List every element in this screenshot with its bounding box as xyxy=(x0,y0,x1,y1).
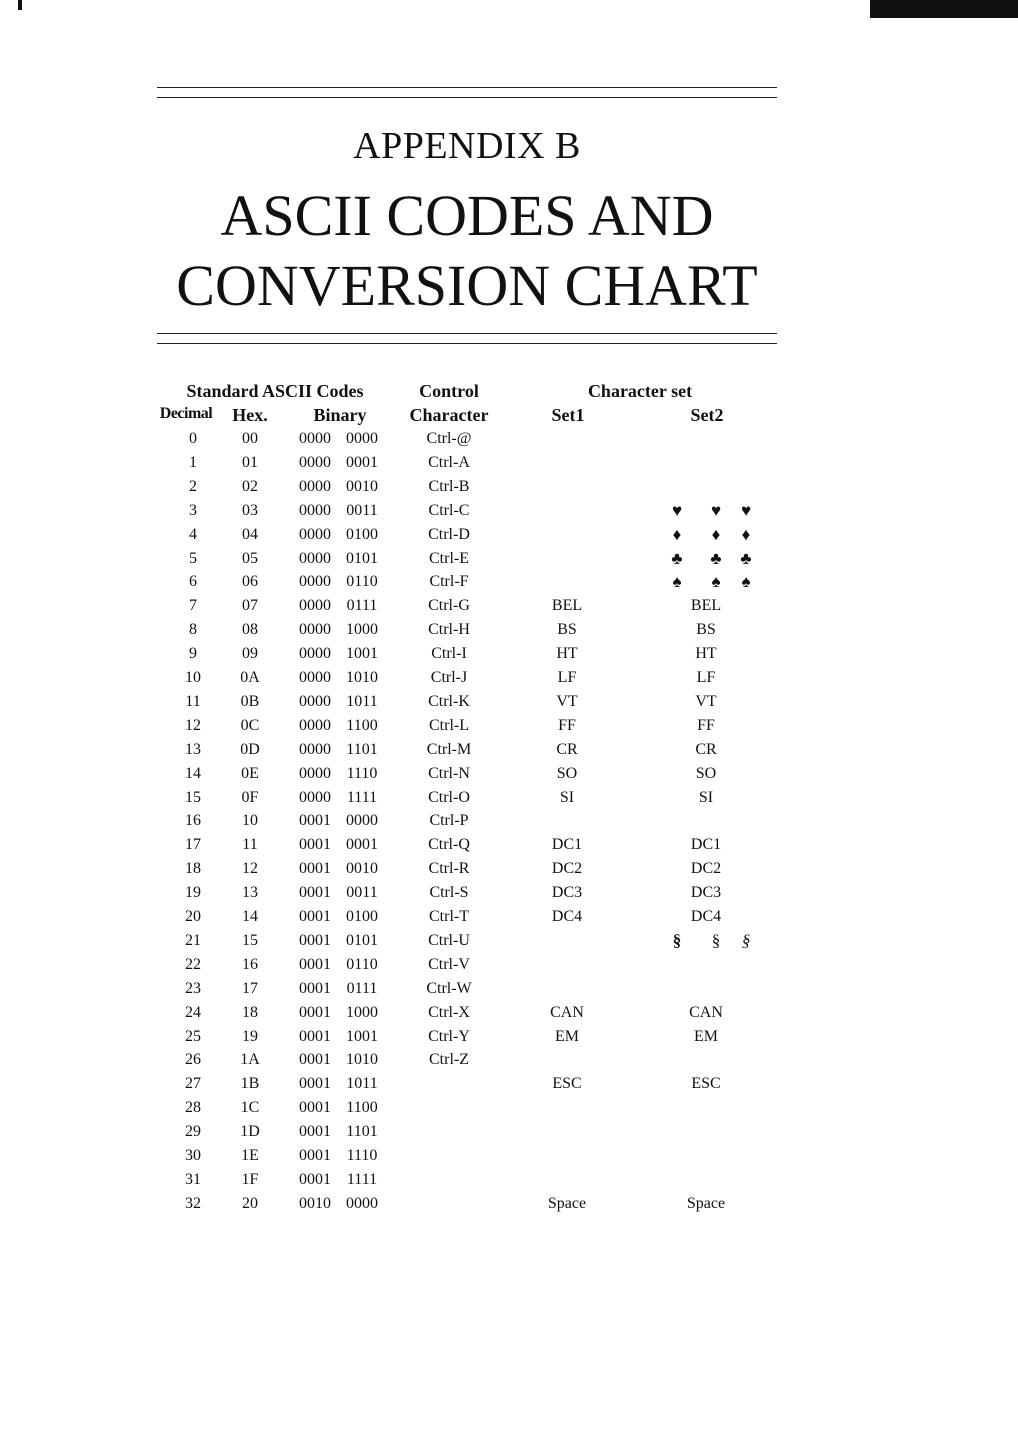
binary-high-cell: 0001 xyxy=(299,812,331,830)
binary-low-cell: 0010 xyxy=(346,860,378,878)
binary-low-cell: 0111 xyxy=(346,979,378,997)
hex-cell: 0F xyxy=(241,788,259,806)
bottom-rule xyxy=(157,333,777,334)
decimal-cell: 10 xyxy=(185,669,201,686)
control-character-cell: Ctrl-D xyxy=(428,525,470,543)
binary-low-cell: 0000 xyxy=(346,1194,378,1212)
binary-high-cell: 0001 xyxy=(299,1099,331,1117)
binary-low-cell: 1011 xyxy=(346,1075,378,1093)
decimal-cell: 31 xyxy=(185,1170,201,1188)
binary-low-cell: 0011 xyxy=(346,884,378,902)
set1-cell: SI xyxy=(559,788,575,806)
control-character-cell: Ctrl-B xyxy=(428,477,470,495)
binary-high-cell: 0000 xyxy=(299,501,331,519)
hex-cell: 19 xyxy=(242,1027,258,1045)
control-character-cell: Ctrl-I xyxy=(431,645,467,663)
decimal-cell: 16 xyxy=(185,812,201,830)
hex-cell: 13 xyxy=(242,884,258,902)
control-character-cell: Ctrl-@ xyxy=(426,430,472,447)
control-character-cell: Ctrl-K xyxy=(428,692,470,710)
control-character-cell: Ctrl-V xyxy=(428,955,470,973)
set1-cell: DC4 xyxy=(551,908,583,925)
binary-high-cell: 0001 xyxy=(299,955,331,973)
column-header-control-character: Character xyxy=(409,405,489,425)
set2-cell: DC2 xyxy=(690,860,722,878)
hex-cell: 06 xyxy=(242,573,258,591)
binary-low-cell: 0000 xyxy=(346,430,378,447)
hex-cell: 0A xyxy=(240,669,260,686)
binary-high-cell: 0001 xyxy=(299,931,331,949)
control-character-cell: Ctrl-G xyxy=(428,597,470,615)
binary-high-cell: 0001 xyxy=(299,1170,331,1188)
set2-cell: CAN xyxy=(689,1003,723,1021)
set2-symbol: ♣ xyxy=(740,548,752,568)
set2-symbol: § xyxy=(672,930,682,950)
hex-cell: 08 xyxy=(242,621,258,639)
binary-low-cell: 0001 xyxy=(346,836,378,854)
set2-cell: DC3 xyxy=(690,884,722,902)
binary-low-cell: 0011 xyxy=(346,501,378,519)
hex-cell: 11 xyxy=(242,836,258,854)
set2-cell: FF xyxy=(697,716,715,734)
column-header-binary: Binary xyxy=(313,405,367,425)
control-character-cell: Ctrl-A xyxy=(428,453,470,471)
binary-low-cell: 1010 xyxy=(346,1051,378,1069)
set1-cell: DC1 xyxy=(551,836,583,854)
binary-high-cell: 0000 xyxy=(299,573,331,591)
binary-low-cell: 1110 xyxy=(346,764,378,782)
decimal-cell: 5 xyxy=(189,549,197,567)
set2-cell: DC1 xyxy=(690,836,722,854)
set2-cell: DC4 xyxy=(690,908,722,925)
binary-high-cell: 0001 xyxy=(299,979,331,997)
scan-mark xyxy=(18,0,22,10)
control-character-cell: Ctrl-C xyxy=(428,501,470,519)
binary-high-cell: 0001 xyxy=(299,1075,331,1093)
hex-cell: 15 xyxy=(242,931,258,949)
hex-cell: 01 xyxy=(242,453,258,471)
set1-cell: FF xyxy=(558,716,576,734)
hex-cell: 05 xyxy=(242,549,258,567)
set2-cell: Space xyxy=(686,1194,726,1212)
set2-symbol: § xyxy=(711,930,721,950)
set2-symbol: ♠ xyxy=(711,572,721,592)
decimal-cell: 20 xyxy=(185,908,201,925)
decimal-cell: 1 xyxy=(189,453,197,471)
hex-cell: 0E xyxy=(241,764,259,782)
set2-cell: HT xyxy=(695,645,717,663)
set2-cell: ESC xyxy=(691,1075,721,1093)
bottom-rule xyxy=(157,343,777,344)
binary-high-cell: 0000 xyxy=(299,645,331,663)
hex-cell: 1D xyxy=(240,1123,260,1141)
set2-symbol: ♦ xyxy=(741,524,751,544)
control-character-cell: Ctrl-M xyxy=(426,740,472,758)
control-character-cell: Ctrl-X xyxy=(428,1003,470,1021)
decimal-cell: 18 xyxy=(185,860,201,878)
binary-low-cell: 1101 xyxy=(346,1123,378,1141)
control-character-cell: Ctrl-Y xyxy=(428,1027,470,1045)
binary-high-cell: 0000 xyxy=(299,621,331,639)
decimal-cell: 28 xyxy=(185,1099,201,1117)
hex-cell: 1B xyxy=(240,1075,260,1093)
binary-low-cell: 1100 xyxy=(346,1099,378,1117)
decimal-cell: 30 xyxy=(185,1147,201,1164)
control-character-cell: Ctrl-J xyxy=(430,669,468,686)
binary-high-cell: 0001 xyxy=(299,1123,331,1141)
set2-cell: BEL xyxy=(690,597,722,615)
hex-cell: 0C xyxy=(240,716,260,734)
page-title-line-2: CONVERSION CHART xyxy=(176,253,758,318)
decimal-cell: 11 xyxy=(185,692,201,710)
hex-cell: 16 xyxy=(242,955,258,973)
hex-cell: 1C xyxy=(240,1099,260,1117)
hex-cell: 1F xyxy=(241,1170,259,1188)
control-character-cell: Ctrl-S xyxy=(429,884,469,902)
binary-high-cell: 0000 xyxy=(299,788,331,806)
column-header-decimal: Decimal xyxy=(159,405,213,422)
hex-cell: 0D xyxy=(240,740,260,758)
binary-high-cell: 0001 xyxy=(299,908,331,925)
set1-cell: CR xyxy=(556,740,578,758)
control-character-cell: Ctrl-L xyxy=(429,716,469,734)
decimal-cell: 21 xyxy=(185,931,201,949)
decimal-cell: 29 xyxy=(185,1123,201,1141)
binary-low-cell: 0101 xyxy=(346,931,378,949)
control-character-cell: Ctrl-T xyxy=(429,908,469,925)
decimal-cell: 22 xyxy=(185,955,201,973)
decimal-cell: 4 xyxy=(189,525,197,543)
binary-low-cell: 0100 xyxy=(346,908,378,925)
set2-cell: SI xyxy=(698,788,714,806)
decimal-cell: 14 xyxy=(185,764,201,782)
decimal-cell: 7 xyxy=(189,597,197,615)
hex-cell: 1E xyxy=(241,1147,259,1164)
control-character-cell: Ctrl-H xyxy=(428,621,470,639)
binary-low-cell: 1110 xyxy=(346,1147,378,1164)
group-header-charset: Character set xyxy=(587,381,693,401)
hex-cell: 09 xyxy=(242,645,258,663)
hex-cell: 20 xyxy=(242,1194,258,1212)
binary-low-cell: 0010 xyxy=(346,477,378,495)
set1-cell: DC3 xyxy=(551,884,583,902)
hex-cell: 02 xyxy=(242,477,258,495)
binary-high-cell: 0000 xyxy=(299,477,331,495)
binary-low-cell: 1101 xyxy=(346,740,378,758)
control-character-cell: Ctrl-U xyxy=(428,931,470,949)
binary-high-cell: 0001 xyxy=(299,1003,331,1021)
binary-low-cell: 0111 xyxy=(346,597,378,615)
appendix-label: APPENDIX B xyxy=(353,125,581,167)
set1-cell: EM xyxy=(555,1027,579,1045)
set2-symbol: ♠ xyxy=(672,572,682,592)
binary-high-cell: 0000 xyxy=(299,597,331,615)
set1-cell: DC2 xyxy=(551,860,583,878)
hex-cell: 14 xyxy=(242,908,258,925)
decimal-cell: 26 xyxy=(185,1051,201,1069)
binary-low-cell: 0110 xyxy=(346,955,378,973)
binary-low-cell: 1100 xyxy=(346,716,378,734)
binary-high-cell: 0000 xyxy=(299,549,331,567)
hex-cell: 03 xyxy=(242,501,258,519)
set1-cell: BS xyxy=(557,621,577,639)
control-character-cell: Ctrl-O xyxy=(428,788,470,806)
decimal-cell: 23 xyxy=(185,979,201,997)
set2-symbol: ♦ xyxy=(672,524,682,544)
decimal-cell: 2 xyxy=(189,477,197,495)
set2-symbol: ♥ xyxy=(710,500,722,520)
binary-low-cell: 0000 xyxy=(346,812,378,830)
binary-low-cell: 0100 xyxy=(346,525,378,543)
set2-symbol: ♠ xyxy=(741,572,751,592)
binary-high-cell: 0000 xyxy=(299,692,331,710)
binary-low-cell: 1111 xyxy=(346,788,378,806)
group-header-standard: Standard ASCII Codes xyxy=(186,381,364,401)
decimal-cell: 8 xyxy=(189,621,197,639)
hex-cell: 00 xyxy=(242,430,258,447)
decimal-cell: 9 xyxy=(189,645,197,663)
binary-high-cell: 0001 xyxy=(299,1027,331,1045)
set1-cell: Space xyxy=(547,1194,587,1212)
scan-mark xyxy=(870,0,1018,18)
column-header-set2: Set2 xyxy=(690,405,724,425)
binary-low-cell: 1000 xyxy=(346,621,378,639)
binary-high-cell: 0000 xyxy=(299,669,331,686)
binary-low-cell: 1000 xyxy=(346,1003,378,1021)
control-character-cell: Ctrl-R xyxy=(428,860,470,878)
hex-cell: 17 xyxy=(242,979,258,997)
set2-symbol: § xyxy=(741,930,751,950)
binary-low-cell: 1010 xyxy=(346,669,378,686)
binary-high-cell: 0000 xyxy=(299,525,331,543)
decimal-cell: 0 xyxy=(189,430,197,447)
binary-high-cell: 0000 xyxy=(299,716,331,734)
decimal-cell: 25 xyxy=(185,1027,201,1045)
set1-cell: BEL xyxy=(551,597,583,615)
decimal-cell: 19 xyxy=(185,884,201,902)
set1-cell: LF xyxy=(557,669,577,686)
set2-symbol: ♥ xyxy=(740,500,752,520)
column-header-hex: Hex. xyxy=(232,405,268,425)
decimal-cell: 12 xyxy=(185,716,201,734)
binary-high-cell: 0001 xyxy=(299,860,331,878)
hex-cell: 12 xyxy=(242,860,258,878)
decimal-cell: 6 xyxy=(189,573,197,591)
hex-cell: 1A xyxy=(240,1051,260,1069)
hex-cell: 18 xyxy=(242,1003,258,1021)
decimal-cell: 32 xyxy=(185,1194,201,1212)
binary-low-cell: 0001 xyxy=(346,453,378,471)
set1-cell: VT xyxy=(556,692,578,710)
binary-high-cell: 0000 xyxy=(299,740,331,758)
binary-low-cell: 1001 xyxy=(346,645,378,663)
binary-high-cell: 0000 xyxy=(299,764,331,782)
binary-high-cell: 0000 xyxy=(299,453,331,471)
binary-low-cell: 0110 xyxy=(346,573,378,591)
hex-cell: 10 xyxy=(242,812,258,830)
control-character-cell: Ctrl-Q xyxy=(428,836,470,854)
hex-cell: 07 xyxy=(242,597,258,615)
binary-low-cell: 1111 xyxy=(346,1170,378,1188)
set2-cell: SO xyxy=(695,764,717,782)
binary-high-cell: 0001 xyxy=(299,1051,331,1069)
set1-cell: SO xyxy=(556,764,578,782)
set1-cell: ESC xyxy=(552,1075,582,1093)
decimal-cell: 24 xyxy=(185,1003,201,1021)
set2-symbol: ♦ xyxy=(711,524,721,544)
top-rule xyxy=(157,87,777,88)
group-header-control: Control xyxy=(419,381,479,401)
control-character-cell: Ctrl-E xyxy=(429,549,469,567)
set2-cell: VT xyxy=(695,692,717,710)
set2-cell: CR xyxy=(695,740,717,758)
set2-cell: EM xyxy=(694,1027,718,1045)
set2-cell: BS xyxy=(696,621,716,639)
binary-low-cell: 0101 xyxy=(346,549,378,567)
binary-high-cell: 0000 xyxy=(299,430,331,447)
set2-cell: LF xyxy=(696,669,716,686)
column-header-set1: Set1 xyxy=(551,405,585,425)
set2-symbol: ♣ xyxy=(710,548,722,568)
set2-symbol: ♣ xyxy=(671,548,683,568)
decimal-cell: 27 xyxy=(185,1075,201,1093)
binary-high-cell: 0010 xyxy=(299,1194,331,1212)
control-character-cell: Ctrl-Z xyxy=(429,1051,469,1069)
decimal-cell: 17 xyxy=(185,836,201,854)
control-character-cell: Ctrl-N xyxy=(428,764,470,782)
set1-cell: HT xyxy=(556,645,578,663)
binary-high-cell: 0001 xyxy=(299,1147,331,1164)
page-title-line-1: ASCII CODES AND xyxy=(220,183,714,248)
set2-symbol: ♥ xyxy=(671,500,683,520)
binary-low-cell: 1011 xyxy=(346,692,378,710)
control-character-cell: Ctrl-P xyxy=(429,812,469,830)
hex-cell: 0B xyxy=(240,692,260,710)
top-rule xyxy=(157,97,777,98)
binary-high-cell: 0001 xyxy=(299,836,331,854)
control-character-cell: Ctrl-F xyxy=(429,573,469,591)
decimal-cell: 13 xyxy=(185,740,201,758)
binary-high-cell: 0001 xyxy=(299,884,331,902)
set1-cell: CAN xyxy=(550,1003,584,1021)
hex-cell: 04 xyxy=(242,525,258,543)
binary-low-cell: 1001 xyxy=(346,1027,378,1045)
decimal-cell: 15 xyxy=(185,788,201,806)
control-character-cell: Ctrl-W xyxy=(426,979,472,997)
decimal-cell: 3 xyxy=(189,501,197,519)
